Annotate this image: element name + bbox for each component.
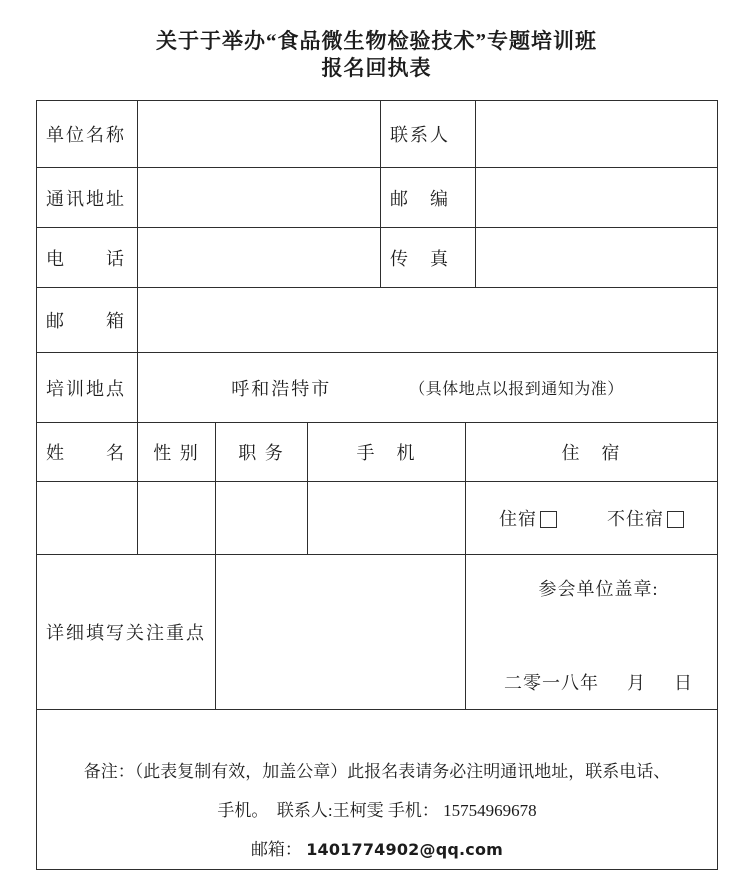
contact-person-label: 联系人 — [381, 101, 476, 168]
title-line-1: 关于于举办“食品微生物检验技术”专题培训班 — [156, 29, 597, 53]
unit-stamp-label: 参会单位盖章: — [538, 579, 659, 599]
address-field[interactable] — [138, 168, 381, 228]
table-row — [37, 353, 718, 423]
lodging-no-option[interactable] — [607, 505, 684, 531]
remark-email-label: 邮箱： — [250, 840, 307, 859]
mobile-column-header: 手 机 — [308, 423, 466, 482]
focus-points-label: 详细填写关注重点 — [37, 555, 216, 710]
training-location-note: （具体地点以报到通知为准） — [409, 381, 624, 398]
title-line-2: 报名回执表 — [321, 56, 432, 80]
remark-line-2: 手机。 联系人:王柯雯 手机： 15754969678 — [217, 801, 537, 820]
fax-field[interactable] — [476, 228, 718, 288]
stamp-cell — [466, 555, 718, 710]
postcode-field[interactable] — [476, 168, 718, 228]
lodging-yes-checkbox-icon[interactable] — [540, 511, 557, 528]
attendee-entry-row — [37, 482, 718, 555]
fax-label: 传 真 — [381, 228, 476, 288]
date-day: 日 — [674, 673, 694, 693]
training-location-value — [138, 353, 718, 423]
email-label: 邮 箱 — [37, 288, 138, 353]
attendee-header-row — [37, 423, 718, 482]
address-label: 通讯地址 — [37, 168, 138, 228]
lodging-no-checkbox-icon[interactable] — [667, 511, 684, 528]
remark-line-1: 备注：（此表复制有效，加盖公章）此报名表请务必注明通讯地址，联系电话、 — [83, 762, 671, 781]
remark-row — [37, 710, 718, 870]
table-row — [37, 101, 718, 168]
table-row — [37, 288, 718, 353]
training-city: 呼和浩特市 — [231, 378, 332, 399]
table-row — [37, 168, 718, 228]
email-field[interactable] — [138, 288, 718, 353]
lodging-yes-option[interactable] — [499, 505, 557, 531]
contact-person-field[interactable] — [476, 101, 718, 168]
unit-name-field[interactable] — [138, 101, 381, 168]
phone-field[interactable] — [138, 228, 381, 288]
name-column-header: 姓 名 — [37, 423, 138, 482]
focus-points-field[interactable] — [216, 555, 466, 710]
document-title — [0, 0, 753, 82]
date-month: 月 — [627, 673, 647, 693]
remark-email-value: 1401774902@qq.com — [306, 840, 504, 859]
date-year: 二零一八年 — [504, 673, 600, 693]
training-location-label: 培训地点 — [37, 353, 138, 423]
remark-cell — [37, 710, 718, 870]
lodging-no-label: 不住宿 — [607, 509, 665, 529]
table-row — [37, 555, 718, 710]
date-line — [504, 669, 693, 695]
attendee-duty-field[interactable] — [216, 482, 308, 555]
attendee-name-field[interactable] — [37, 482, 138, 555]
lodging-yes-label: 住宿 — [499, 509, 538, 529]
unit-name-label: 单位名称 — [37, 101, 138, 168]
phone-label: 电 话 — [37, 228, 138, 288]
duty-column-header: 职 务 — [216, 423, 308, 482]
postcode-label: 邮 编 — [381, 168, 476, 228]
registration-table — [36, 100, 718, 870]
lodging-column-header: 住 宿 — [466, 423, 718, 482]
attendee-gender-field[interactable] — [138, 482, 216, 555]
lodging-choice-cell — [466, 482, 718, 555]
attendee-mobile-field[interactable] — [308, 482, 466, 555]
remark-line-3 — [37, 830, 717, 869]
gender-column-header: 性 别 — [138, 423, 216, 482]
table-row — [37, 228, 718, 288]
